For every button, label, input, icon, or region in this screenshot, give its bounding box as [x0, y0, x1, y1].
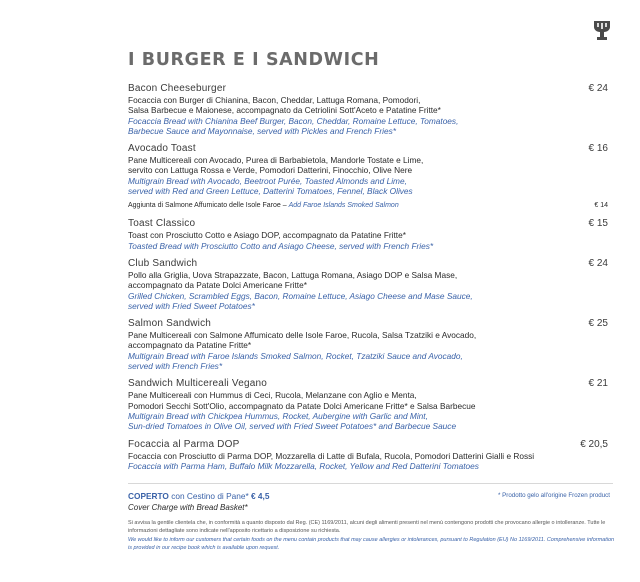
menu-item-description-en: served with Fried Sweet Potatoes* — [128, 300, 255, 311]
menu-item-description: Pane Multicereali con Avocado, Purea di Barbabietola, Mandorle Tostate e Lime, — [128, 155, 424, 166]
menu-item — [128, 318, 608, 371]
menu-item-price: € 24 — [588, 257, 608, 269]
allergen-notice — [128, 519, 616, 553]
menu-item-description-en: Grilled Chicken, Scrambled Eggs, Bacon, Romaine Lettuce, Asiago Cheese and Mase Sauce, — [128, 290, 473, 301]
menu-item-price: € 21 — [588, 378, 608, 390]
allergen-notice-it: Si avvisa la gentile clientela che, in conformità a quanto disposto dal Reg. (CE) 1169/2011, alcuni degli alimenti presenti nel menù contengono prodotti che provocano allergie o intolleranze. Tutte le informazioni dettagliate sono indicate nell'apposito ricettario a disposizione su richiesta. — [128, 520, 606, 535]
menu-item-description: accompagnato da Patatine Fritte* — [128, 340, 252, 351]
menu-item-price: € 24 — [588, 83, 608, 94]
menu-item — [128, 218, 608, 251]
menu-item-description: Pomodori Secchi Sott'Olio, accompagnato da Patate Dolci Americane Fritte* e Salsa Barbecue — [128, 400, 476, 411]
addon-label: Aggiunta di Salmone Affumicato delle Isole Faroe – — [128, 202, 289, 210]
menu-item — [128, 83, 608, 136]
menu-item-description-en: Multigrain Bread with Faroe Islands Smoked Salmon, Rocket, Tzatziki Sauce and Avocado, — [128, 350, 463, 361]
menu-item-description-en: served with French Fries* — [128, 361, 223, 372]
menu-item-description: servito con Lattuga Rossa e Verde, Pomodori Datterini, Finocchio, Olive Nere — [128, 165, 413, 176]
menu-item-description: accompagnato da Patate Dolci Americane Fritte* — [128, 280, 307, 291]
menu-item-description: Focaccia con Prosciutto di Parma DOP, Mozzarella di Latte di Bufala, Rucola, Pomodori Datterini Gialli e Rossi — [128, 450, 535, 461]
menu-item-name: Toast Classico — [128, 218, 196, 230]
menu-item-price: € 15 — [588, 218, 608, 230]
addon-price: € 14 — [594, 202, 608, 210]
menu-item-name: Focaccia al Parma DOP — [128, 438, 240, 450]
cover-charge-label: COPERTO — [128, 491, 169, 501]
menu-item — [128, 439, 608, 472]
cover-charge-en: Cover Charge with Bread Basket* — [128, 503, 248, 512]
menu-item-description: Salsa Barbecue e Maionese, accompagnato da Cetriolini Sott'Aceto e Patatine Fritte* — [128, 105, 441, 116]
frozen-note — [498, 492, 610, 499]
menu-item-description-en: Barbecue Sauce and Mayonnaise, served with Pickles and French Fries* — [128, 125, 396, 136]
menu-item-description-en: Multigrain Bread with Avocado, Beetroot Purée, Toasted Almonds and Lime, — [128, 175, 407, 186]
divider — [128, 483, 613, 484]
menu-item — [128, 143, 608, 211]
section-title: I BURGER E I SANDWICH — [128, 50, 380, 70]
menu-item-description-en: Multigrain Bread with Chickpea Hummus, Rocket, Aubergine with Garlic and Mint, — [128, 410, 428, 421]
menu-item-name: Bacon Cheeseburger — [128, 83, 227, 94]
menu-item-description: Toast con Prosciutto Cotto e Asiago DOP, accompagnato da Patatine Fritte* — [128, 230, 406, 241]
menu-item-description-en: Focaccia with Parma Ham, Buffalo Milk Mozzarella, Rocket, Yellow and Red Datterini Tomatoes — [128, 460, 479, 471]
menu-item-description: Pane Multicereali con Hummus di Ceci, Rucola, Melanzane con Aglio e Menta, — [128, 390, 417, 401]
cover-charge-text: con Cestino di Pane* — [168, 491, 251, 501]
menu-item-name: Avocado Toast — [128, 143, 196, 155]
menu-item-description-en: served with Red and Green Lettuce, Datterini Tomatoes, Fennel, Black Olives — [128, 186, 413, 197]
menu-item-description: Pollo alla Griglia, Uova Strapazzate, Bacon, Lattuga Romana, Asiago DOP e Salsa Mase, — [128, 269, 458, 280]
menu-item-description: Focaccia con Burger di Chianina, Bacon, Cheddar, Lattuga Romana, Pomodori, — [128, 95, 421, 105]
cover-charge-price: € 4,5 — [251, 491, 270, 501]
menu-item — [128, 258, 608, 311]
menu-item-price: € 16 — [588, 143, 608, 155]
menu-item-price: € 20,5 — [580, 438, 608, 450]
menu-item-description-en: Toasted Bread with Prosciutto Cotto and Asiago Cheese, served with French Fries* — [128, 240, 434, 251]
menu-item-description-en: Sun-dried Tomatoes in Olive Oil, served with Fried Sweet Potatoes* and Barbecue Sauce — [128, 421, 457, 432]
cover-charge — [128, 491, 269, 513]
menu-item-description-en: Focaccia Bread with Chianina Beef Burger, Bacon, Cheddar, Romaine Lettuce, Tomatoes, — [128, 115, 459, 126]
menu-item-description: Pane Multicereali con Salmone Affumicato delle Isole Faroe, Rucola, Salsa Tzatziki e Avocado, — [128, 330, 477, 341]
frozen-note-it: * Prodotto gelo all'origine — [498, 492, 567, 499]
menu-item-name: Salmon Sandwich — [128, 318, 212, 330]
menu-item-name: Club Sandwich — [128, 257, 198, 269]
menu-item — [128, 378, 608, 431]
menu-item-addon — [128, 201, 608, 211]
menu-item-name: Sandwich Multicereali Vegano — [128, 378, 268, 390]
restaurant-logo-icon — [593, 20, 611, 42]
addon-label-en: Add Faroe Islands Smoked Salmon — [288, 202, 399, 210]
menu-item-price: € 25 — [588, 318, 608, 330]
frozen-note-en: Frozen product — [568, 492, 610, 499]
allergen-notice-en: We would like to inform our customers that certain foods on the menu contain products that may cause allergies or intolerances, pursuant to Regulation (EU) No 1169/2011. Comprehensive information is provided in our recipe book which is available upon request. — [128, 536, 615, 552]
menu-items — [128, 83, 608, 478]
